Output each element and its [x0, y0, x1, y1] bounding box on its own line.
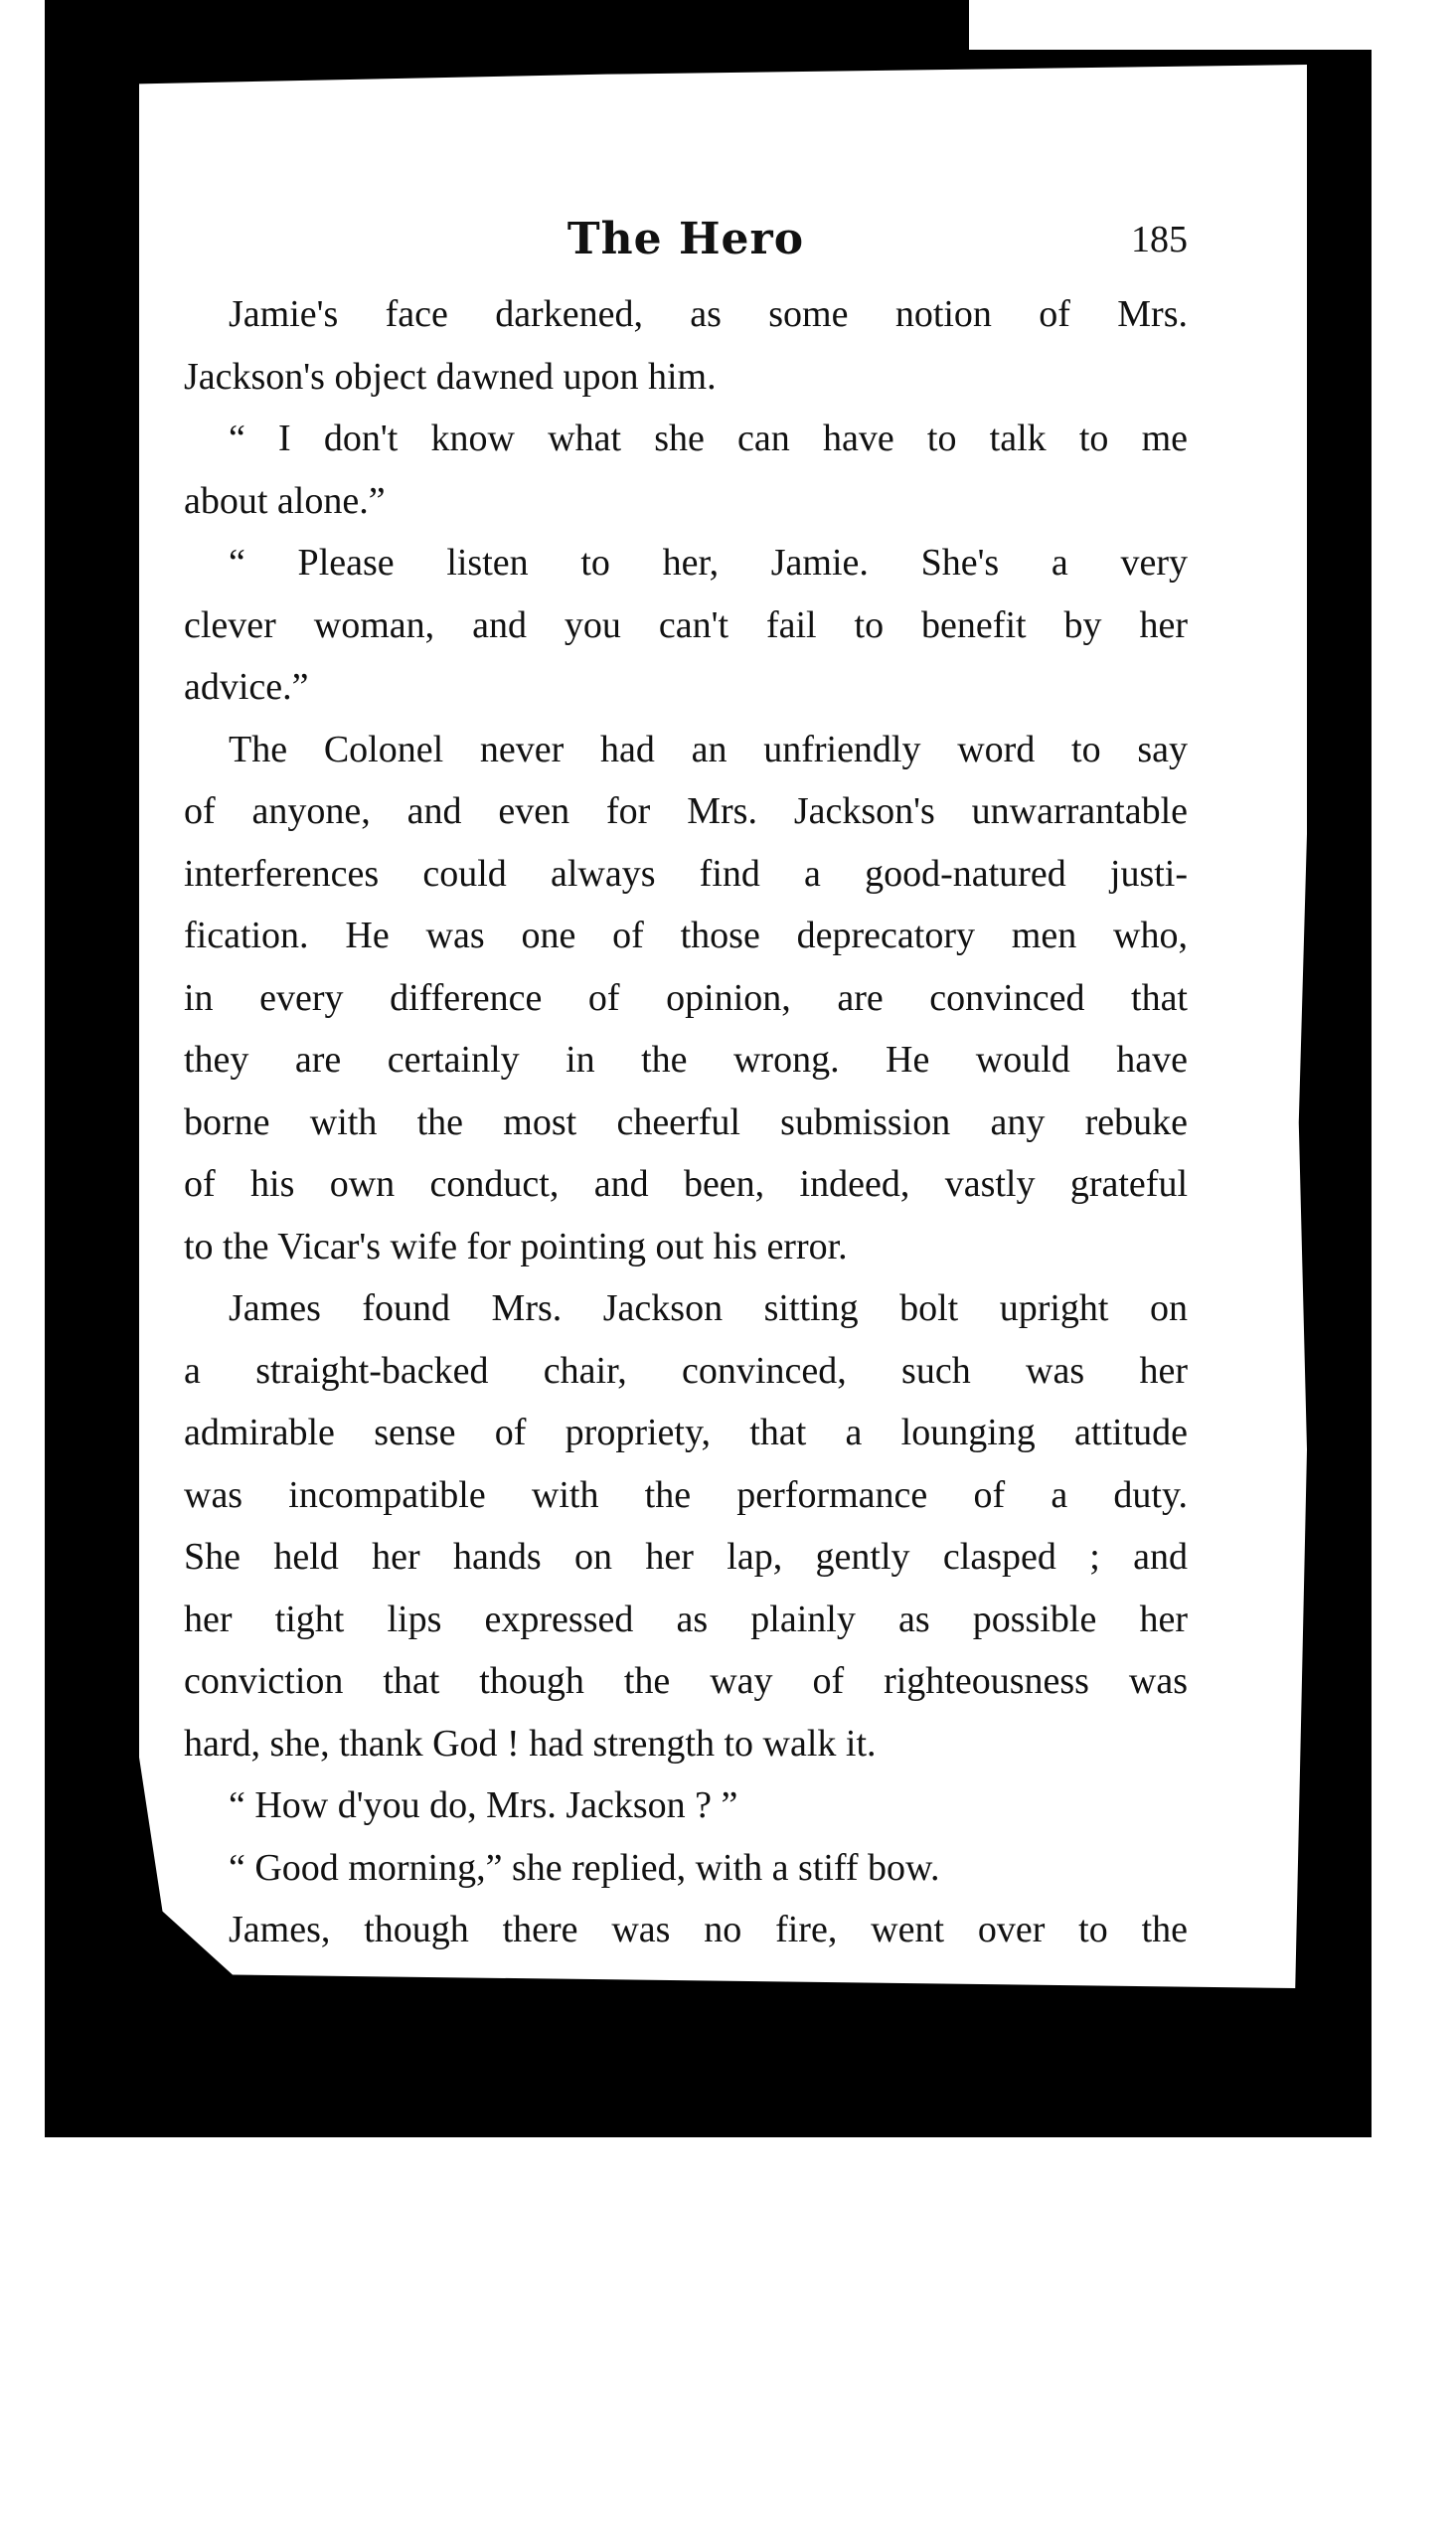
text-line: “ How d'you do, Mrs. Jackson ? ”: [229, 1784, 738, 1826]
text-line: clever woman, and you can't fail to benefit by her: [184, 603, 1188, 646]
text-line: a straight-backed chair, convinced, such was her: [184, 1349, 1188, 1392]
text-line: She held her hands on her lap, gently clasped ; and: [184, 1536, 1188, 1578]
paragraph: [184, 1277, 1188, 1774]
text-line: James, though there was no fire, went over to the: [229, 1909, 1188, 1950]
paragraph: [184, 1774, 1188, 1837]
text-line: Jackson's object dawned upon him.: [184, 355, 717, 398]
text-line: about alone.”: [184, 479, 386, 522]
text-line: of his own conduct, and been, indeed, vastly grateful: [184, 1163, 1188, 1205]
text-line: hard, she, thank God ! had strength to walk it.: [184, 1722, 877, 1765]
paragraph: [184, 408, 1188, 532]
text-line: admirable sense of propriety, that a lounging attitude: [184, 1412, 1188, 1453]
page-number: 185: [1131, 219, 1188, 260]
paragraph: [184, 719, 1188, 1278]
paragraph: [184, 1837, 1188, 1900]
page-header: [184, 204, 1188, 283]
page-text: [184, 204, 1188, 1961]
running-title: The Hero: [566, 214, 805, 264]
text-line: conviction that though the way of righteousness was: [184, 1660, 1188, 1702]
text-line: borne with the most cheerful submission any rebuke: [184, 1100, 1188, 1143]
text-line: “ Please listen to her, Jamie. She's a very: [229, 542, 1188, 584]
text-line: interferences could always find a good-natured justi-: [184, 852, 1188, 895]
text-line: The Colonel never had an unfriendly word to say: [229, 728, 1188, 770]
scan-edge-top-white-2: [1232, 0, 1372, 40]
body-text: [184, 283, 1188, 1961]
text-line: “ I don't know what she can have to talk to me: [229, 418, 1188, 459]
text-line: was incompatible with the performance of a duty.: [184, 1473, 1188, 1516]
text-line: to the Vicar's wife for pointing out his error.: [184, 1225, 848, 1267]
text-line: Jamie's face darkened, as some notion of Mrs.: [229, 293, 1188, 335]
text-line: advice.”: [184, 666, 309, 708]
text-line: they are certainly in the wrong. He would have: [184, 1039, 1188, 1081]
text-line: of anyone, and even for Mrs. Jackson's unwarrantable: [184, 790, 1188, 832]
text-line: fication. He was one of those deprecatory men who,: [184, 915, 1188, 956]
paragraph: [184, 283, 1188, 408]
paragraph: [184, 532, 1188, 719]
text-line: in every difference of opinion, are convinced that: [184, 976, 1188, 1019]
text-line: “ Good morning,” she replied, with a stiff bow.: [229, 1846, 940, 1889]
paragraph: [184, 1899, 1188, 1961]
text-line: James found Mrs. Jackson sitting bolt upright on: [229, 1287, 1188, 1329]
text-line: her tight lips expressed as plainly as possible her: [184, 1598, 1188, 1640]
